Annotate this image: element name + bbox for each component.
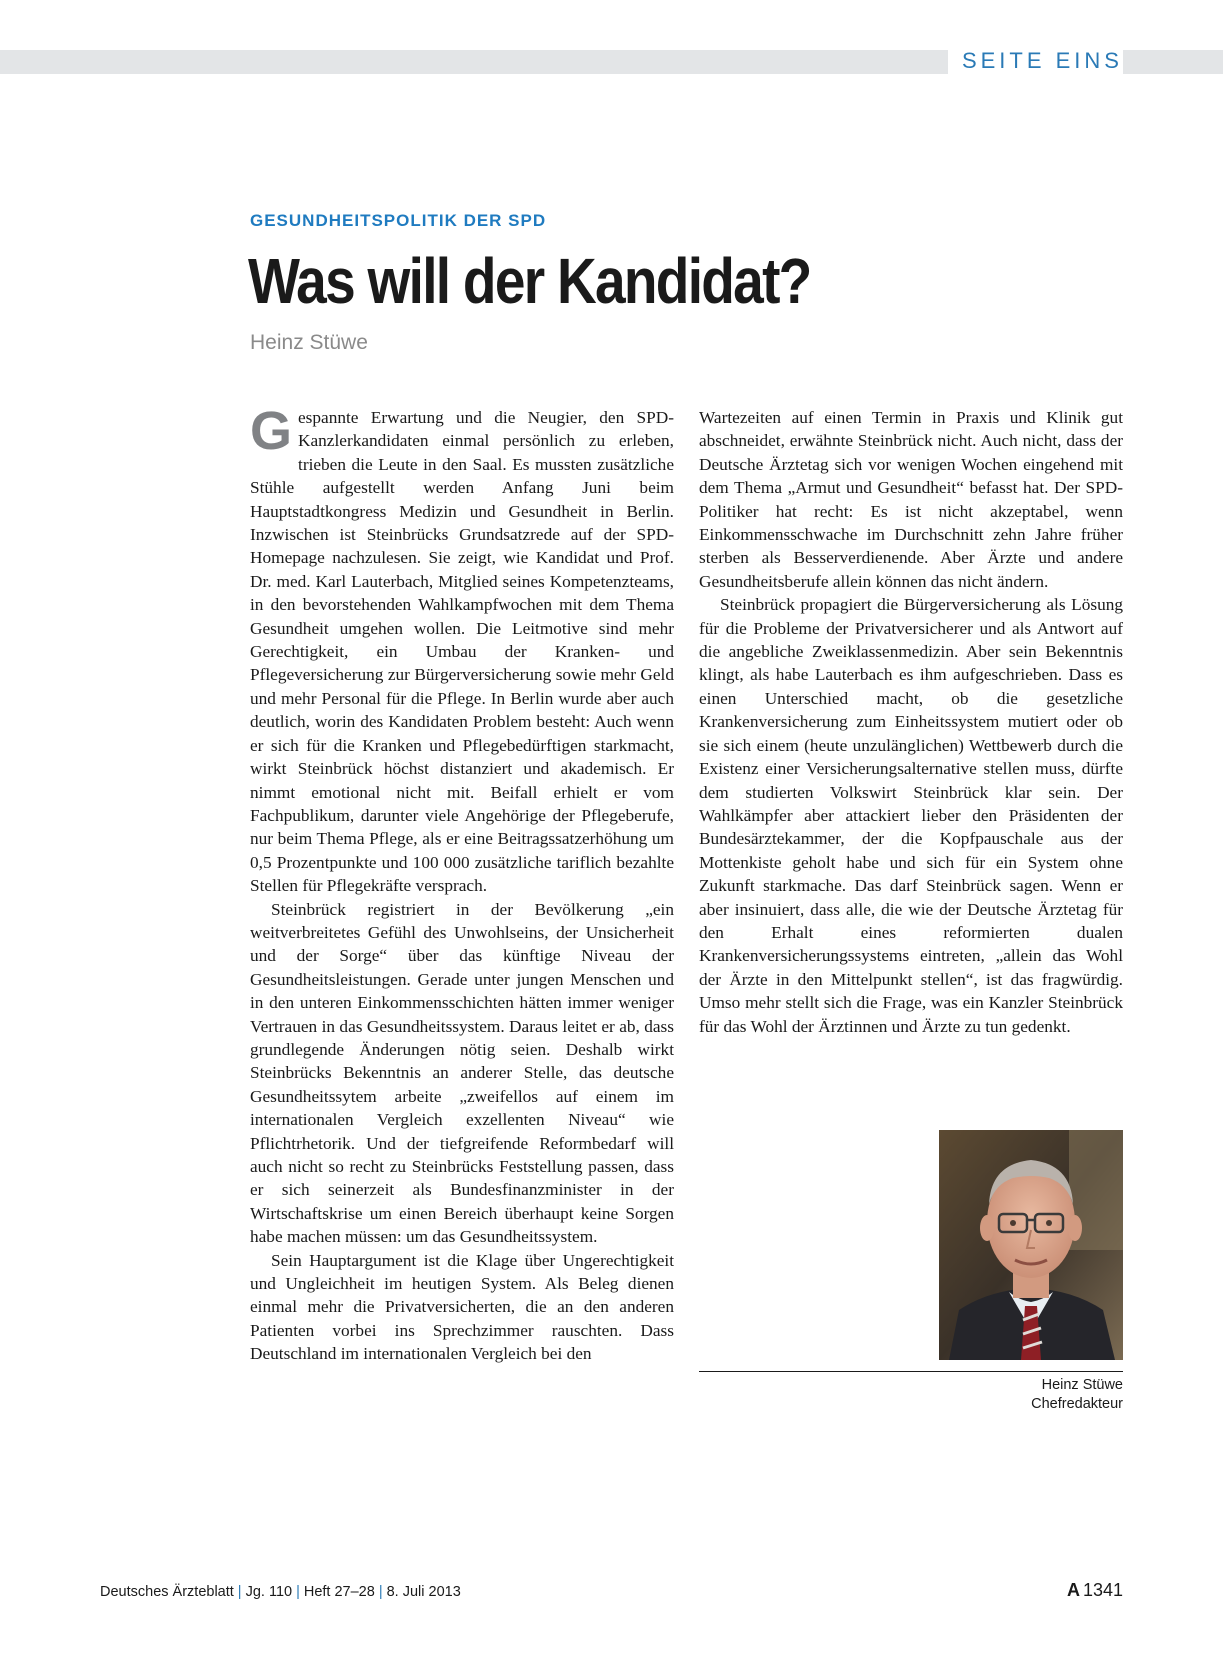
caption-name: Heinz Stüwe	[1041, 1377, 1123, 1393]
article-paragraph: Sein Hauptargument ist die Klage über Ungerechtigkeit und Ungleichheit im heutigen System. Als Beleg dienen einmal mehr die Privatversicherten, die an den anderen Patienten vorbei ins Sprechzimmer rauschten. Dass Deutschland im internationalen Vergleich bei den	[250, 1250, 674, 1364]
page-number	[1067, 1580, 1123, 1601]
article-author: Heinz Stüwe	[250, 331, 368, 354]
article-kicker: GESUNDHEITSPOLITIK DER SPD	[250, 211, 547, 230]
footer-volume: Jg. 110	[245, 1584, 293, 1600]
article-paragraph: Steinbrück registriert in der Bevölkerung „ein weitverbreitetes Gefühl des Unwohlseins, der Unsicherheit und der Sorge“ über das künftige Niveau der Gesundheitsleistungen. Gerade unter jungen Menschen und in den unteren Einkommensschichten hätten immer weniger Vertrauen in das Gesundheitssystem. Daraus leitet er ab, dass grundlegende Änderungen nötig seien. Deshalb wirkt Steinbrücks Bekenntnis an anderer Stelle, das deutsche Gesundheitssytem arbeite „zweifellos auf einem im internationalen Vergleich exzellenten Niveau“ wie Pflichtrhetorik. Und der tiefgreifende Reformbedarf will auch nicht so recht zu Steinbrücks Feststellung passen, dass er sich seinerzeit als Bundesfinanzminister in der Wirtschaftskrise um einen Bereich überhaupt keine Sorgen habe machen müssen: um das Gesundheitssystem.	[250, 899, 674, 1247]
article-column-left	[250, 401, 674, 1366]
article-headline: Was will der Kandidat?	[248, 245, 811, 317]
article-paragraph: Steinbrück propagiert die Bürgerversicherung als Lösung für die Probleme der Privatversicherer und als Antwort auf die angebliche Zweiklassenmedizin. Aber sein Bekenntnis klingt, als habe Lauterbach es ihm aufgeschrieben. Dass es einen Unterschied macht, ob die gesetzliche Krankenversicherung zum Einheitssystem mutiert oder ob sie sich einem (heute unzulänglichen) Wettbewerb durch die Existenz einer Versicherungsalternative stellen muss, dürfte dem studierten Volkswirt Steinbrück klar sein. Der Wahlkämpfer aber attackiert lieber den Präsidenten der Bundesärztekammer, der die Kopfpauschale aus der Mottenkiste geholt habe und sich für ein System ohne Zukunft starkmache. Das darf Steinbrück sagen. Wenn er aber insinuiert, dass alle, die wie der Deutsche Ärztetag für den Erhalt eines reformierten dualen Krankenversicherungssystems eintreten, „allein das Wohl der Ärzte in den Mittelpunkt stellen“, ist das fragwürdig. Umso mehr stellt sich die Frage, was ein Kanzler Steinbrück für das Wohl der Ärztinnen und Ärzte zu tun gedenkt.	[699, 595, 1123, 1036]
page-letter: A	[1066, 1580, 1080, 1600]
article-paragraph: Wartezeiten auf einen Termin in Praxis und Klinik gut abschneidet, erwähnte Steinbrück nicht. Auch nicht, dass der Deutsche Ärztetag sich vor wenigen Wochen eingehend mit dem Thema „Armut und Gesundheit“ befasst hat. Der SPD-Politiker hat recht: Es ist nicht akzeptabel, wenn Einkommensschwache im Durchschnitt zehn Jahre früher sterben als Besserverdienende. Aber Ärzte und andere Gesundheitsberufe allein können das nicht ändern.	[699, 408, 1123, 591]
article-paragraph	[250, 401, 674, 898]
section-label: SEITE EINS	[948, 46, 1123, 76]
page-number-value: 1341	[1082, 1580, 1123, 1600]
author-portrait-photo	[939, 1130, 1123, 1360]
caption-rule	[699, 1371, 1123, 1372]
article-column-right	[699, 406, 1123, 1038]
footer-publication: Deutsches Ärzteblatt	[100, 1584, 234, 1600]
footer-issue: Heft 27–28	[303, 1584, 375, 1600]
dropcap-letter: G	[250, 401, 293, 461]
caption-role: Chefredakteur	[1031, 1396, 1123, 1412]
footer-separator: |	[237, 1584, 242, 1600]
footer-separator: |	[296, 1584, 300, 1600]
footer-date: 8. Juli 2013	[386, 1584, 461, 1600]
paragraph-text: espannte Erwartung und die Neugier, den SPD-Kanzlerkandidaten einmal persönlich zu erleben, trieben die Leute in den Saal. Es mussten zusätzliche Stühle aufgestellt werden Anfang Juni beim Hauptstadtkongress Medizin und Gesundheit in Berlin. Inzwischen ist Steinbrücks Grundsatzrede auf der SPD-Homepage nachzulesen. Sie zeigt, wie Kandidat und Prof. Dr. med. Karl Lauterbach, Mitglied seines Kompetenzteams, in den bevorstehenden Wahlkampfwochen mit dem Thema Gesundheit umgehen wollen. Die Leitmotive sind mehr Gerechtigkeit, ein Umbau der Kranken- und Pflegeversicherung zur Bürgerversicherung sowie mehr Geld und mehr Personal für die Pflege. In Berlin wurde aber auch deutlich, worin des Kandidaten Problem besteht: Auch wenn er sich für die Kranken und Pflegebedürftigen starkmacht, wirkt Steinbrück höchst distanziert und akademisch. Er nimmt emotional nicht mit. Beifall erhielt er vom Fachpublikum, darunter viele Angehörige der Pflegeberufe, nur beim Thema Pflege, als er eine Beitragssatzerhöhung um 0,5 Prozentpunkte und 100 000 zusätzliche tariflich bezahlte Stellen für Pflegekräfte versprach.	[250, 408, 674, 896]
footer-separator: |	[378, 1584, 383, 1600]
footer-citation	[100, 1584, 461, 1600]
